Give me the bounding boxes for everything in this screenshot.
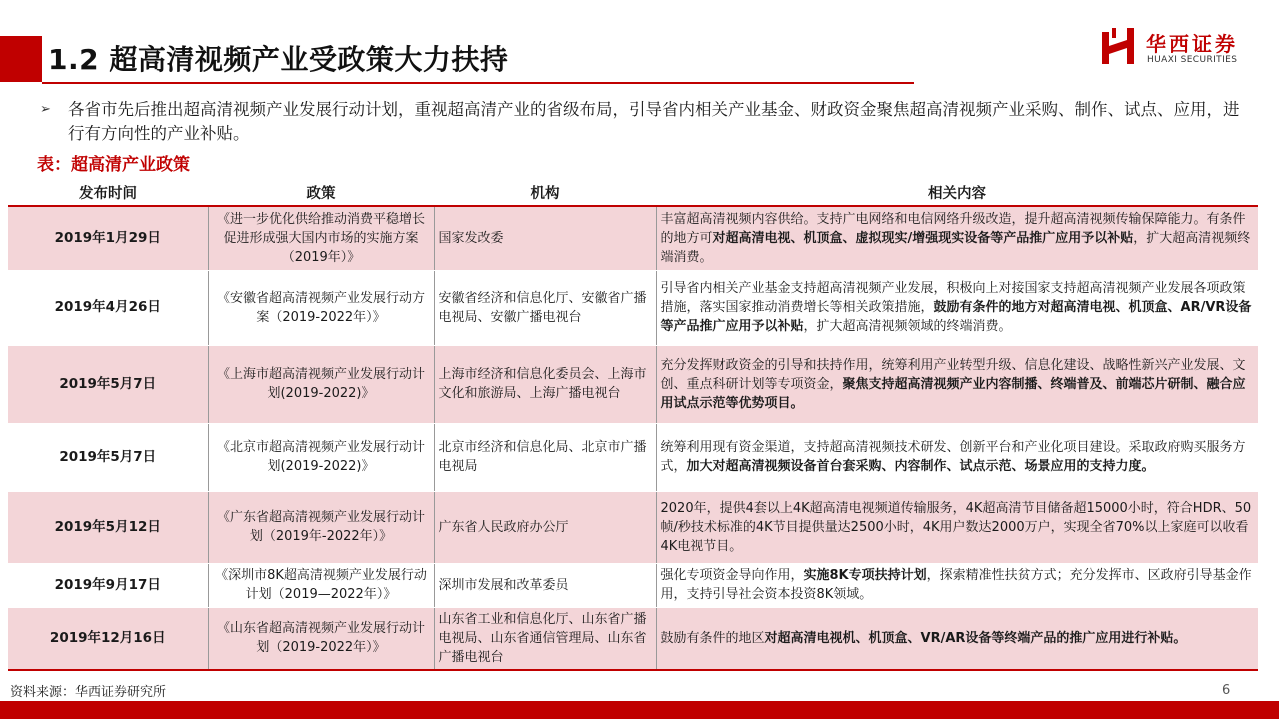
cell-org: 山东省工业和信息化厅、山东省广播电视局、山东省通信管理局、山东省广播电视台 <box>434 607 656 670</box>
cell-policy: 《进一步优化供给推动消费平稳增长促进形成强大国内市场的实施方案（2019年）》 <box>208 206 434 270</box>
cell-content <box>656 563 1258 607</box>
cell-policy: 《安徽省超高清视频产业发展行动方案（2019-2022年）》 <box>208 270 434 345</box>
content-highlight: 对超高清电视、机顶盒、虚拟现实/增强现实设备等产品推广应用予以补贴 <box>712 230 1134 246</box>
table-row <box>8 563 1258 607</box>
table-row <box>8 491 1258 563</box>
header-date: 发布时间 <box>8 183 208 206</box>
cell-org: 国家发改委 <box>434 206 656 270</box>
cell-date: 2019年4月26日 <box>8 270 208 345</box>
cell-content <box>656 270 1258 345</box>
cell-org: 安徽省经济和信息化厅、安徽省广播电视局、安徽广播电视台 <box>434 270 656 345</box>
content-text: 引导省内相关产业基金支持超高清视频产业发展，积极向上对接国家支持超高清视频产业发展各项政策措施，落实国家推动消费增长等相关政策措施， <box>660 281 1246 315</box>
cell-date: 2019年9月17日 <box>8 563 208 607</box>
policy-table <box>8 183 1258 671</box>
table-row <box>8 345 1258 423</box>
cell-date: 2019年12月16日 <box>8 607 208 670</box>
cell-date: 2019年1月29日 <box>8 206 208 270</box>
content-text: 鼓励有条件的地区 <box>660 630 765 646</box>
content-highlight: 加大对超高清视频设备首台套采购、内容制作、试点示范、场景应用的支持力度。 <box>686 459 1155 474</box>
content-text: 强化专项资金导向作用， <box>660 568 804 583</box>
cell-policy: 《北京市超高清视频产业发展行动计划(2019-2022)》 <box>208 423 434 491</box>
content-highlight: 实施8K专项扶持计划 <box>803 568 927 583</box>
content-text-tail: ，扩大超高清视频领域的终端消费。 <box>803 319 1012 334</box>
logo-chinese-name: 华西证券 <box>1146 32 1238 56</box>
header-org: 机构 <box>434 183 656 206</box>
table-header-row <box>8 183 1258 206</box>
title-underline <box>42 82 914 84</box>
content-highlight: 聚焦支持超高清视频产业内容制播、终端普及、前端芯片研制、融合应用试点示范等优势项目。 <box>660 376 1246 411</box>
cell-policy: 《深圳市8K超高清视频产业发展行动计划（2019—2022年）》 <box>208 563 434 607</box>
content-highlight: 对超高清电视机、机顶盒、VR/AR设备等终端产品的推广应用进行补贴。 <box>764 630 1187 646</box>
page-title: 1.2 超高清视频产业受政策大力扶持 <box>48 43 509 76</box>
header-content: 相关内容 <box>656 183 1258 206</box>
content-text-tail: ，探索精准性扶贫方式；充分发挥市、区政府引导基金作用，支持引导社会资本投资8K领域。 <box>660 568 1252 602</box>
cell-org: 北京市经济和信息化局、北京市广播电视局 <box>434 423 656 491</box>
header-policy: 政策 <box>208 183 434 206</box>
cell-content <box>656 491 1258 563</box>
source-note: 资料来源：华西证券研究所 <box>10 685 167 700</box>
company-logo <box>1100 24 1265 72</box>
cell-org: 深圳市发展和改革委员 <box>434 563 656 607</box>
table-row <box>8 607 1258 670</box>
table-row <box>8 423 1258 491</box>
logo-english-name: HUAXI SECURITIES <box>1147 55 1238 65</box>
cell-org: 广东省人民政府办公厅 <box>434 491 656 563</box>
table-row <box>8 206 1258 270</box>
page-number: 6 <box>1222 683 1231 698</box>
huaxi-logo-icon <box>1100 26 1138 66</box>
cell-date: 2019年5月7日 <box>8 345 208 423</box>
cell-policy: 《上海市超高清视频产业发展行动计划(2019-2022)》 <box>208 345 434 423</box>
arrow-bullet-icon: ➢ <box>40 102 51 117</box>
cell-content <box>656 423 1258 491</box>
cell-policy: 《广东省超高清视频产业发展行动计划（2019年-2022年）》 <box>208 491 434 563</box>
content-text: 充分发挥财政资金的引导和扶持作用，统筹利用产业转型升级、信息化建设、战略性新兴产业发展、文创、重点科研计划等专项资金， <box>660 357 1246 392</box>
table-row <box>8 270 1258 345</box>
footer-bar <box>0 701 1279 719</box>
cell-policy: 《山东省超高清视频产业发展行动计划（2019-2022年）》 <box>208 607 434 670</box>
content-highlight: 鼓励有条件的地方对超高清电视、机顶盒、AR/VR设备等产品推广应用予以补贴 <box>660 300 1252 334</box>
cell-content <box>656 607 1258 670</box>
cell-org: 上海市经济和信息化委员会、上海市文化和旅游局、上海广播电视台 <box>434 345 656 423</box>
summary-text: 各省市先后推出超高清视频产业发展行动计划，重视超高清产业的省级布局，引导省内相关产业基金、财政资金聚焦超高清视频产业采购、制作、试点、应用，进行有方向性的产业补贴。 <box>68 100 1240 143</box>
cell-date: 2019年5月7日 <box>8 423 208 491</box>
cell-date: 2019年5月12日 <box>8 491 208 563</box>
summary-bullet <box>40 98 1240 146</box>
table-caption: 表：超高清产业政策 <box>37 155 190 175</box>
content-text-tail: ，扩大超高清视频终端消费。 <box>660 230 1251 265</box>
content-text: 统筹利用现有资金渠道，支持超高清视频技术研发、创新平台和产业化项目建设。采取政府购买服务方式， <box>660 440 1246 474</box>
content-text: 丰富超高清视频内容供给。支持广电网络和电信网络升级改造，提升超高清视频传输保障能力。有条件的地方可 <box>660 211 1246 246</box>
cell-content <box>656 206 1258 270</box>
cell-content <box>656 345 1258 423</box>
content-text: 2020年，提供4套以上4K超高清电视频道传输服务，4K超高清节目储备超15000小时，符合HDR、50帧/秒技术标准的4K节目提供量达2500小时，4K用户数达2000万户，实现全省70%以上家庭可以收看4K电视节目。 <box>660 500 1252 554</box>
title-accent-bar <box>0 36 42 82</box>
